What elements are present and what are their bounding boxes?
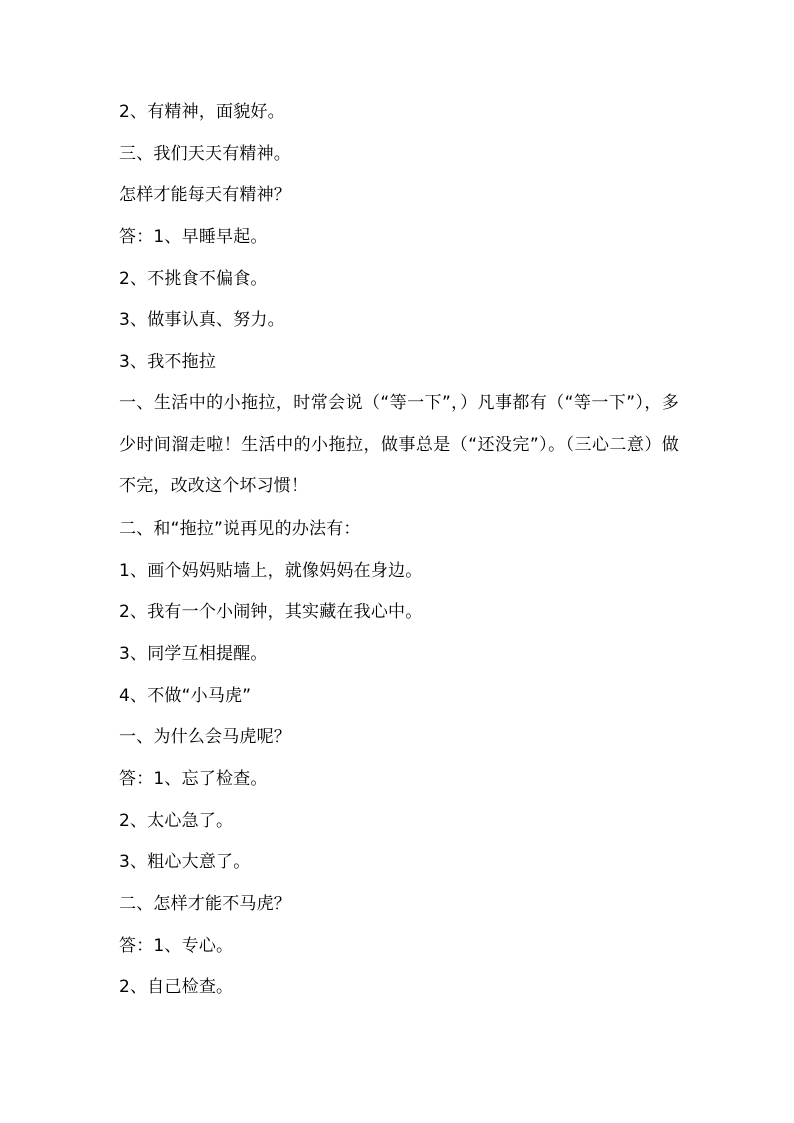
text-line: 3、同学互相提醒。: [119, 643, 268, 664]
text-line: 答：1、专心。: [119, 935, 234, 956]
text-line: 3、粗心大意了。: [119, 852, 251, 873]
text-line: 2、太心急了。: [119, 810, 234, 831]
text-line: 二、怎样才能不马虎？: [119, 894, 291, 915]
document-body: [119, 100, 679, 1017]
text-line: 一、为什么会马虎呢？: [119, 727, 291, 748]
text-line: 怎样才能每天有精神？: [119, 185, 291, 206]
text-line: 2、我有一个小闹钟，其实藏在我心中。: [119, 602, 423, 623]
text-line: 三、我们天天有精神。: [119, 143, 291, 164]
text-line: 答：1、早睡早起。: [119, 227, 268, 248]
text-line: 2、自己检查。: [119, 977, 234, 998]
text-line: 2、不挑食不偏食。: [119, 268, 268, 289]
text-line: 二、和“拖拉”说再见的办法有：: [119, 518, 361, 539]
paragraph: 一、生活中的小拖拉，时常会说（“等一下”，）凡事都有（“等一下”），多少时间溜走啦！生活中的小拖拉，做事总是（“还没完”）。（三心二意）做不完，改改这个坏习惯！: [119, 392, 679, 497]
section-heading: 4、不做“小马虎”: [119, 685, 252, 706]
section-heading: 3、我不拖拉: [119, 352, 217, 373]
text-line: 2、有精神，面貌好。: [119, 102, 285, 122]
text-line: 答：1、忘了检查。: [119, 769, 268, 790]
text-line: 1、画个妈妈贴墙上，就像妈妈在身边。: [119, 560, 423, 581]
text-line: 3、做事认真、努力。: [119, 310, 285, 331]
